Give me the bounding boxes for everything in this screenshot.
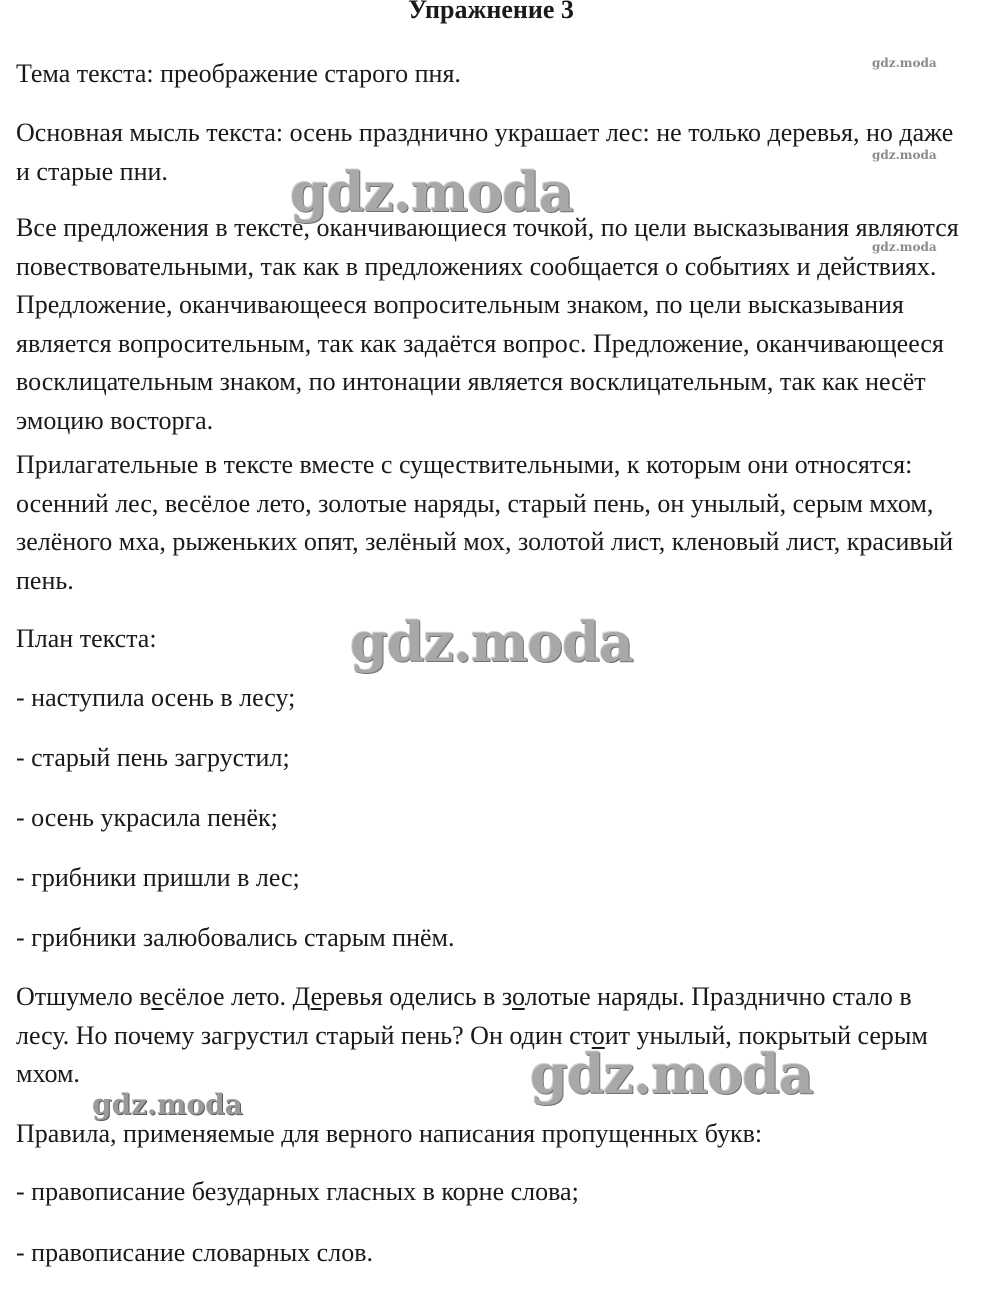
text-theme: Тема текста: преображение старого пня. bbox=[16, 59, 461, 88]
main-idea: Основная мысль текста: осень празднично украшает лес: не только деревья, но даже и старые пни. bbox=[16, 118, 954, 186]
plan-item: - грибники пришли в лес; bbox=[16, 863, 300, 892]
rules-heading: Правила, применяемые для верного написания пропущенных букв: bbox=[16, 1119, 763, 1148]
exercise-title: Упражнение 3 bbox=[408, 0, 574, 24]
watermark: gdz.moda bbox=[872, 148, 937, 162]
adjectives-paragraph: Прилагательные в тексте вместе с существительными, к которым они относятся: осенний лес, весёлое лето, золотые наряды, старый пень, он унылый, серым мхом, зелёного мха, рыженьких опят, зелёный мох, золотой лист, кленовый лист, красивый пень. bbox=[16, 450, 954, 595]
rules-item: - правописание словарных слов. bbox=[16, 1238, 373, 1267]
sentences-analysis: Все предложения в тексте, оканчивающиеся точкой, по цели высказывания являются повествовательными, так как в предложениях сообщается о событиях и действиях. Предложение, оканчивающееся вопросительным знаком, по цели высказывания является вопросительным, так как задаётся вопрос. Предложение, оканчивающееся восклицательным знаком, по интонации является восклицательным, так как несёт эмоцию восторга. bbox=[16, 213, 959, 435]
plan-item: - осень украсила пенёк; bbox=[16, 803, 278, 832]
watermark: gdz.moda bbox=[872, 240, 937, 254]
underlined-letter: о bbox=[512, 982, 525, 1011]
underlined-letter: е bbox=[151, 982, 164, 1011]
watermark: gdz.moda bbox=[290, 160, 573, 224]
underlined-letter: о bbox=[591, 1020, 605, 1050]
underlined-letter: д bbox=[744, 982, 758, 1011]
plan-heading: План текста: bbox=[16, 624, 157, 653]
watermark: gdz.moda bbox=[92, 1088, 243, 1121]
plan-item: - грибники залюбовались старым пнём. bbox=[16, 923, 455, 952]
watermark: gdz.moda bbox=[872, 56, 937, 70]
underlined-letter: е bbox=[310, 982, 323, 1011]
watermark: gdz.moda bbox=[350, 610, 633, 674]
rules-item: - правописание безударных гласных в корне слова; bbox=[16, 1177, 579, 1206]
plan-item: - наступила осень в лесу; bbox=[16, 683, 296, 712]
watermark: gdz.moda bbox=[530, 1042, 813, 1106]
text-excerpt: Отшумело весёлое лето. Деревья оделись в золотые наряды. Празднично стало в лесу. Но почему загрустил старый пень? Он один стоит унылый, покрытый серым мхом. bbox=[16, 982, 928, 1088]
plan-item: - старый пень загрустил; bbox=[16, 743, 290, 772]
